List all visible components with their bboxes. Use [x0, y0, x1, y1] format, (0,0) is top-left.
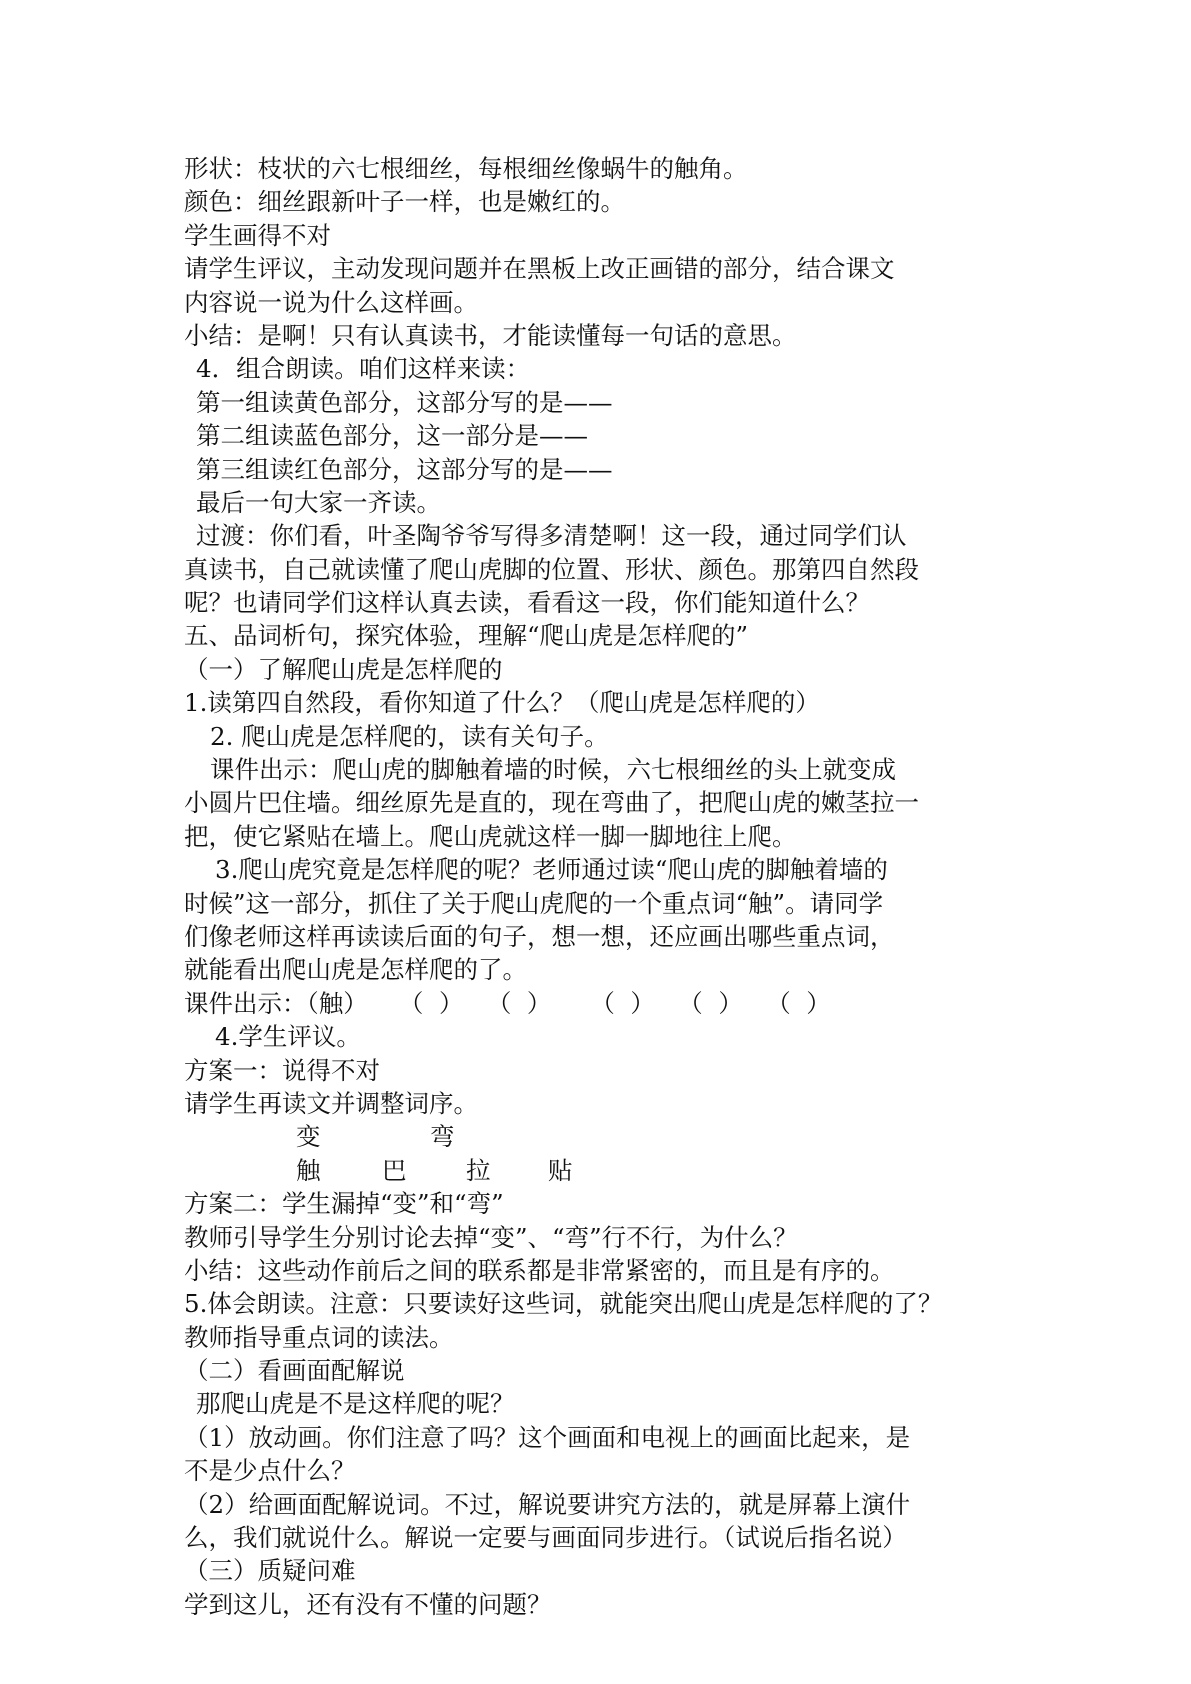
section-heading: 五、品词析句，探究体验，理解“爬山虎是怎样爬的” — [184, 621, 749, 651]
word-bian: 变 — [296, 1122, 321, 1152]
text-line: （2）给画面配解说词。不过，解说要讲究方法的，就是屏幕上演什 — [184, 1489, 911, 1519]
text-line: 不是少点什么？ — [184, 1456, 356, 1486]
text-line: 就能看出爬山虎是怎样爬的了。 — [184, 955, 527, 985]
text-line: 课件出示：爬山虎的脚触着墙的时候，六七根细丝的头上就变成 — [210, 755, 896, 785]
word-tie: 贴 — [548, 1155, 573, 1185]
subsection-heading: （二）看画面配解说 — [184, 1356, 405, 1386]
subsection-heading: （一）了解爬山虎是怎样爬的 — [184, 654, 503, 684]
text-line: 4．组合朗读。咱们这样来读： — [196, 354, 531, 384]
word-chu: 触 — [296, 1155, 321, 1185]
text-line: 4.学生评议。 — [215, 1022, 361, 1052]
text-line: （1）放动画。你们注意了吗？这个画面和电视上的画面比起来，是 — [184, 1422, 911, 1452]
text-line: 方案二：学生漏掉“变”和“弯” — [184, 1189, 504, 1219]
text-line: 时候”这一部分，抓住了关于爬山虎爬的一个重点词“触”。请同学 — [184, 888, 884, 918]
text-line: 小结：是啊！只有认真读书，才能读懂每一句话的意思。 — [184, 320, 797, 350]
text-line: 们像老师这样再读读后面的句子，想一想，还应画出哪些重点词， — [184, 921, 895, 951]
text-line: 小圆片巴住墙。细丝原先是直的，现在弯曲了，把爬山虎的嫩茎拉一 — [184, 788, 919, 818]
blanks-line: 课件出示：（触） （ ） （ ） （ ） （ ） （ ） — [184, 988, 831, 1018]
text-line: 把，使它紧贴在墙上。爬山虎就这样一脚一脚地往上爬。 — [184, 821, 797, 851]
text-line: 小结：这些动作前后之间的联系都是非常紧密的，而且是有序的。 — [184, 1255, 895, 1285]
text-line: 第三组读红色部分，这部分写的是—— — [196, 454, 613, 484]
word-order-row-1 — [184, 1120, 1044, 1153]
text-line: 第二组读蓝色部分，这一部分是—— — [196, 421, 588, 451]
text-line: 学生画得不对 — [184, 220, 331, 250]
text-line: 请学生再读文并调整词序。 — [184, 1088, 478, 1118]
text-line: 呢？也请同学们这样认真去读，看看这一段，你们能知道什么？ — [184, 588, 870, 618]
word-order-row-2 — [184, 1154, 1044, 1187]
text-line: 最后一句大家一齐读。 — [196, 487, 441, 517]
subsection-heading: （三）质疑问难 — [184, 1556, 356, 1586]
text-line: 1.读第四自然段，看你知道了什么？（爬山虎是怎样爬的） — [184, 688, 820, 718]
text-line: 颜色：细丝跟新叶子一样，也是嫩红的。 — [184, 187, 625, 217]
text-line: 3.爬山虎究竟是怎样爬的呢？老师通过读“爬山虎的脚触着墙的 — [215, 855, 888, 885]
text-line: 教师指导重点词的读法。 — [184, 1322, 454, 1352]
text-line: 真读书，自己就读懂了爬山虎脚的位置、形状、颜色。那第四自然段 — [184, 554, 919, 584]
text-line: 教师引导学生分别讨论去掉“变”、“弯”行不行，为什么？ — [184, 1222, 798, 1252]
text-line: 5.体会朗读。注意：只要读好这些词，就能突出爬山虎是怎样爬的了？ — [184, 1289, 943, 1319]
text-line: 第一组读黄色部分，这部分写的是—— — [196, 387, 613, 417]
text-line: 过渡：你们看，叶圣陶爷爷写得多清楚啊！这一段，通过同学们认 — [196, 521, 907, 551]
word-wan: 弯 — [430, 1122, 455, 1152]
text-line: 方案一：说得不对 — [184, 1055, 380, 1085]
word-ba: 巴 — [382, 1155, 407, 1185]
text-line: 请学生评议，主动发现问题并在黑板上改正画错的部分，结合课文 — [184, 254, 895, 284]
lesson-plan-text — [184, 152, 1044, 1621]
text-line: 么，我们就说什么。解说一定要与画面同步进行。（试说后指名说） — [184, 1523, 907, 1553]
text-line: 那爬山虎是不是这样爬的呢？ — [196, 1389, 515, 1419]
text-line: 2. 爬山虎是怎样爬的，读有关句子。 — [210, 721, 609, 751]
word-la: 拉 — [466, 1155, 491, 1185]
text-line: 内容说一说为什么这样画。 — [184, 287, 478, 317]
text-line: 形状：枝状的六七根细丝，每根细丝像蜗牛的触角。 — [184, 154, 748, 183]
text-line: 学到这儿，还有没有不懂的问题？ — [184, 1589, 552, 1619]
